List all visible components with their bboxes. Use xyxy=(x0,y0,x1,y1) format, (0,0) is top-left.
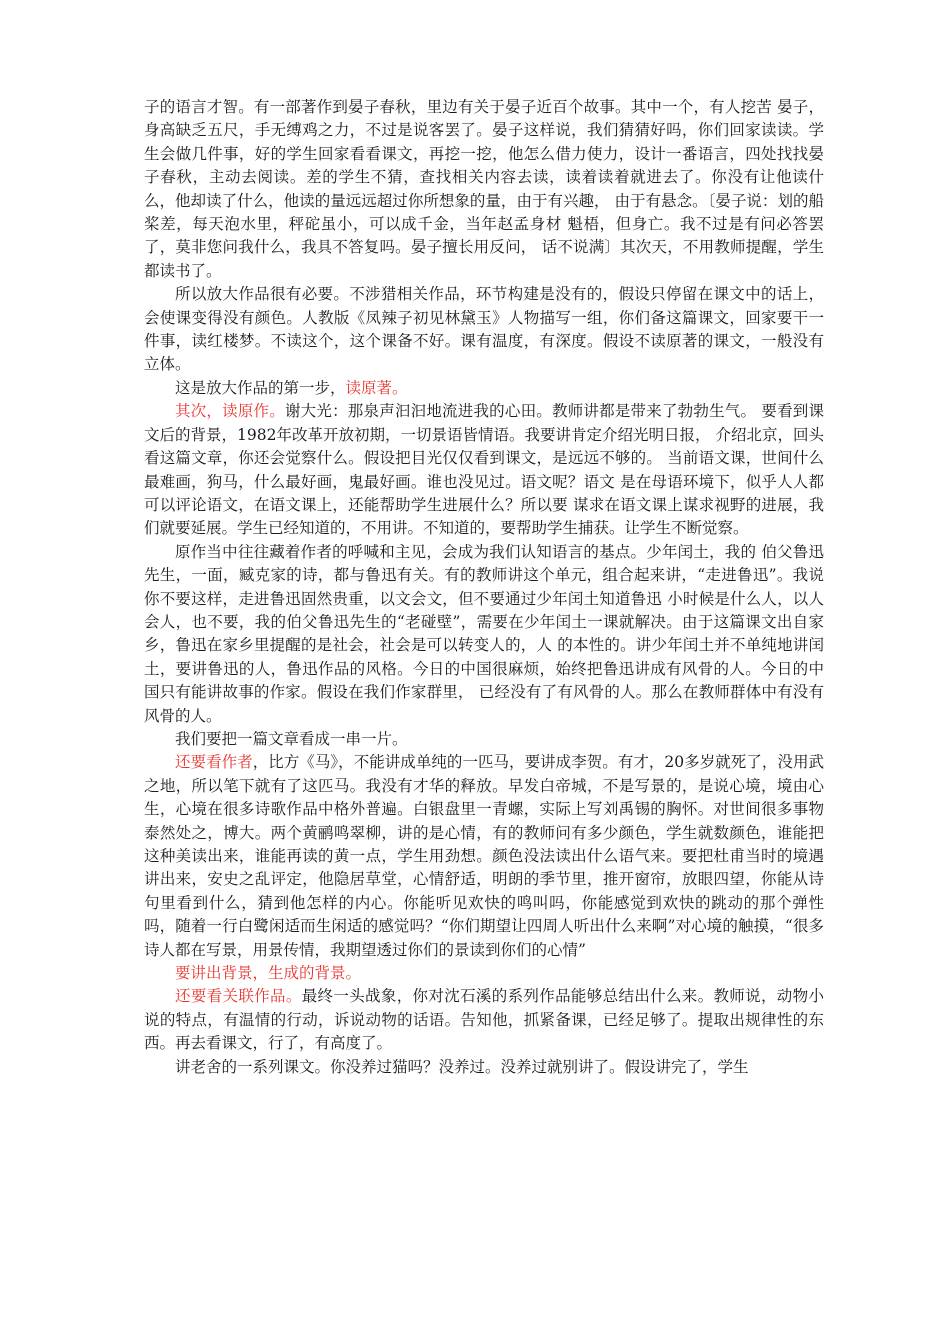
paragraph-6-text: 我们要把一篇文章看成一串一片。 xyxy=(175,729,408,748)
paragraph-8 xyxy=(144,962,824,985)
paragraph-9 xyxy=(144,985,824,1055)
paragraph-9-heading: 还要看关联作品。 xyxy=(175,987,302,1006)
paragraph-3 xyxy=(144,377,824,400)
paragraph-3-text: 这是放大作品的第一步， xyxy=(175,378,346,397)
paragraph-4-heading: 其次，读原作。 xyxy=(175,402,285,421)
paragraph-7 xyxy=(144,751,824,962)
paragraph-4-text: 谢大光：那泉声汩汩地流进我的心田。教师讲都是带来了勃勃生气。 要看到课文后的背景，1982年改革开放初期，一切景语皆情语。我要讲肯定介绍光明日报， 介绍北京，回头看这篇文章，你还会觉察什么。假设把目光仅仅看到课文，是远远不够的。 当前语文课，世间什么最难画，狗马，什么最好画，鬼最好画。谁也没见过。语文呢？语文 是在母语环境下，似乎人人都可以评论语文，在语文课上，还能帮助学生进展什么？所以要 谋求在语文课上谋求视野的进展，我们就要延展。学生已经知道的，不用讲。不知道的，要帮助学生捕获。让学生不断觉察。 xyxy=(144,402,824,538)
paragraph-2 xyxy=(144,283,824,377)
paragraph-7-heading: 还要看作者 xyxy=(175,753,253,772)
paragraph-7-text: ，比方《马》，不能讲成单纯的一匹马，要讲成李贺。有才，20多岁就死了，没用武之地，所以笔下就有了这匹马。我没有才华的释放。早发白帝城，不是写景的，是说心境，境由心生，心境在很多诗歌作品中格外普遍。白银盘里一青螺，实际上写刘禹锡的胸怀。对世间很多事物泰然处之，博大。两个黄鹂鸣翠柳，讲的是心情，有的教师问有多少颜色，学生就数颜色，谁能把这种美读出来，谁能再读的黄一点，学生用劲想。颜色没法读出什么语气来。要把杜甫当时的境遇讲出来，安史之乱评定，他隐居草堂，心情舒适，明朗的季节里，推开窗帘，放眼四望，你能从诗句里看到什么，猜到他怎样的内心。你能听见欢快的鸣叫吗，你能感觉到欢快的跳动的那个弹性吗，随着一行白鹭闲适而生闲适的感觉吗？“你们期望让四周人听出什么来啊”对心境的触摸，“很多诗人都在写景，用景传情，我期望透过你们的景读到你们的心情” xyxy=(144,753,824,959)
document-page xyxy=(144,96,824,1079)
paragraph-3-highlight: 读原著。 xyxy=(345,378,408,397)
paragraph-5 xyxy=(144,541,824,728)
paragraph-10 xyxy=(144,1056,824,1079)
paragraph-4 xyxy=(144,400,824,540)
paragraph-5-text: 原作当中往往藏着作者的呼喊和主见，会成为我们认知语言的基点。少年闰土，我的 伯父鲁迅先生，一面，臧克家的诗，都与鲁迅有关。有的教师讲这个单元，组合起来讲，“走进鲁迅”。我说你不要这样，走进鲁迅固然贵重，以文会文，但不要通过少年闰土知道鲁迅 小时候是什么人，以人会人，也不要，我的伯父鲁迅先生的“老碰壁”，需要在少年闰土一课就解决。由于这篇课文出自家乡，鲁迅在家乡里提醒的是社会，社会是可以转变人的，人 的本性的。讲少年闰土并不单纯地讲闰土，要讲鲁迅的人，鲁迅作品的风格。今日的中国很麻烦，始终把鲁迅讲成有风骨的人。今日的中国只有能讲故事的作家。假设在我们作家群里， 已经没有了有风骨的人。那么在教师群体中有没有风骨的人。 xyxy=(144,542,824,725)
paragraph-8-heading: 要讲出背景，生成的背景。 xyxy=(175,964,362,983)
paragraph-6 xyxy=(144,728,824,751)
paragraph-1-text: 子的语言才智。有一部著作到晏子春秋，里边有关于晏子近百个故事。其中一个，有人挖苦 晏子，身高缺乏五尺，手无缚鸡之力，不过是说客罢了。晏子这样说，我们猜猜好吗，你们回家读读。学生会做几件事，好的学生回家看看课文，再挖一挖，他怎么借力使力，设计一番语言，四处找找晏子春秋，主动去阅读。差的学生不猜，查找相关内容去读，读着读着就进去了。你没有让他读什么，他却读了什么，他读的量远远超过你所想象的量，由于有兴趣， 由于有悬念。〔晏子说：划的船桨差，每天泡水里，秤砣虽小，可以成千金，当年赵孟身材 魁梧，但身亡。我不过是有问必答罢了，莫非您问我什么，我具不答复吗。晏子擅长用反问， 话不说满〕其次天，不用教师提醒，学生都读书了。 xyxy=(144,98,824,280)
paragraph-1 xyxy=(144,96,824,283)
paragraph-9-text: 最终一头战象，你对沈石溪的系列作品能够总结出什么来。教师说，动物小说的特点，有温情的行动，诉说动物的话语。告知他，抓紧备课，已经足够了。提取出规律性的东西。再去看课文，行了，有高度了。 xyxy=(144,987,824,1053)
paragraph-2-text: 所以放大作品很有必要。不涉猎相关作品，环节构建是没有的，假设只停留在课文中的话上，会使课变得没有颜色。人教版《凤辣子初见林黛玉》人物描写一组，你们备这篇课文，回家要干一件事，读红楼梦。不读这个，这个课备不好。课有温度，有深度。假设不读原著的课文，一般没有立体。 xyxy=(144,285,824,374)
paragraph-10-text: 讲老舍的一系列课文。你没养过猫吗？没养过。没养过就别讲了。假设讲完了，学生 xyxy=(175,1057,749,1076)
